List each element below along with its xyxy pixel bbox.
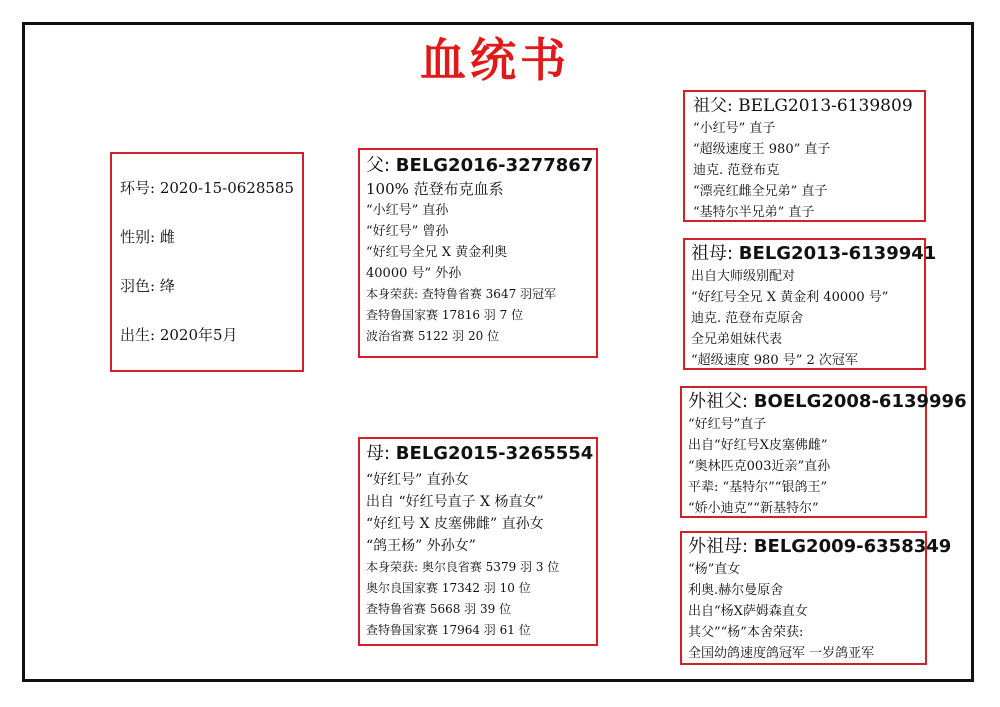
maternal-granddam-ring-id: BELG2009-6358349 — [753, 536, 952, 557]
maternal-granddam-line: 其父”“杨”本舍荣获: — [688, 625, 804, 640]
dam-line: “鸽王杨” 外孙女” — [366, 538, 476, 554]
sire-heading — [366, 154, 594, 178]
granddam-line: “超级速度 980 号” 2 次冠军 — [691, 353, 858, 368]
granddam-line: 迪克. 范登布克原舍 — [691, 311, 804, 326]
page-title: 血统书 — [420, 33, 570, 87]
sire-line: 查特鲁国家赛 17816 羽 7 位 — [366, 308, 524, 322]
granddam-heading — [691, 242, 937, 266]
feather-color: 羽色: 绛 — [120, 277, 175, 295]
maternal-grandsire-line: 平辈: “基特尔”“银鸽王” — [688, 480, 828, 495]
sire-line: 100% 范登布克血系 — [366, 180, 504, 198]
sire-line: “好红号” 曾孙 — [366, 224, 449, 239]
dam-label: 母: — [366, 443, 396, 464]
sire-line: 本身荣获: 查特鲁省赛 3647 羽冠军 — [366, 287, 557, 301]
grandsire-line: “基特尔半兄弟” 直子 — [693, 205, 815, 220]
sire-line: “小红号” 直孙 — [366, 203, 449, 218]
grandsire-ring-id: BELG2013-6139809 — [738, 96, 913, 116]
dam-line: 出自 “好红号直子 X 杨直女” — [366, 494, 544, 510]
birth-date: 出生: 2020年5月 — [120, 326, 238, 344]
sex: 性别: 雌 — [120, 228, 175, 246]
sire-label: 父: — [366, 155, 396, 176]
grandsire-line: “小红号” 直子 — [693, 121, 776, 136]
grandsire-label: 祖父: — [693, 96, 739, 116]
granddam-box — [683, 238, 937, 370]
dam-line: “好红号 X 皮塞佛雌” 直孙女 — [366, 516, 544, 532]
dam-box — [358, 437, 598, 646]
grandsire-box — [683, 90, 926, 222]
sire-line: 波治省赛 5122 羽 20 位 — [366, 329, 500, 343]
dam-line: 奥尔良国家赛 17342 羽 10 位 — [366, 581, 531, 595]
maternal-granddam-box — [680, 531, 952, 665]
maternal-grandsire-label: 外祖父: — [688, 391, 754, 412]
sire-box — [358, 148, 598, 358]
dam-line: 本身荣获: 奥尔良省赛 5379 羽 3 位 — [366, 560, 560, 574]
maternal-grandsire-line: “娇小迪克”“新基特尔” — [688, 501, 819, 516]
maternal-granddam-label: 外祖母: — [688, 536, 754, 557]
dam-line: 查特鲁国家赛 17964 羽 61 位 — [366, 623, 531, 637]
ring-number: 环号: 2020-15-0628585 — [120, 179, 295, 197]
maternal-granddam-line: 出自“杨X萨姆森直女 — [688, 604, 808, 619]
sire-line: “好红号全兄 X 黄金利奥 — [366, 245, 508, 260]
grandsire-line: “超级速度王 980” 直子 — [693, 142, 831, 157]
grandsire-heading — [693, 94, 916, 118]
maternal-grandsire-line: 出自“好红号X皮塞佛雌” — [688, 438, 828, 453]
granddam-line: “好红号全兄 X 黄金利 40000 号” — [691, 290, 889, 305]
grandsire-line: 迪克. 范登布克 — [693, 163, 780, 178]
dam-heading — [366, 441, 594, 467]
maternal-grandsire-line: “奥林匹克003近亲”直孙 — [688, 459, 831, 474]
maternal-grandsire-line: “好红号”直子 — [688, 417, 767, 432]
maternal-grandsire-box — [680, 386, 967, 518]
maternal-granddam-line: 利奥.赫尔曼原舍 — [688, 583, 784, 598]
grandsire-line: “漂亮红雌全兄弟” 直子 — [693, 184, 828, 199]
maternal-granddam-heading — [688, 535, 952, 559]
maternal-grandsire-ring-id: BOELG2008-6139996 — [753, 391, 967, 412]
dam-line: “好红号” 直孙女 — [366, 472, 469, 488]
dam-ring-id: BELG2015-3265554 — [395, 443, 594, 464]
dam-line: 查特鲁省赛 5668 羽 39 位 — [366, 602, 512, 616]
granddam-line: 全兄弟姐妹代表 — [691, 332, 783, 347]
bird-info-box — [110, 152, 304, 372]
granddam-ring-id: BELG2013-6139941 — [738, 243, 937, 264]
granddam-label: 祖母: — [691, 243, 739, 264]
maternal-granddam-line: “杨”直女 — [688, 562, 741, 577]
maternal-grandsire-heading — [688, 390, 967, 414]
granddam-line: 出自大师级别配对 — [691, 269, 796, 284]
sire-ring-id: BELG2016-3277867 — [395, 155, 594, 176]
sire-line: 40000 号” 外孙 — [366, 266, 462, 281]
maternal-granddam-line: 全国幼鸽速度鸽冠军 一岁鸽亚军 — [688, 646, 875, 661]
